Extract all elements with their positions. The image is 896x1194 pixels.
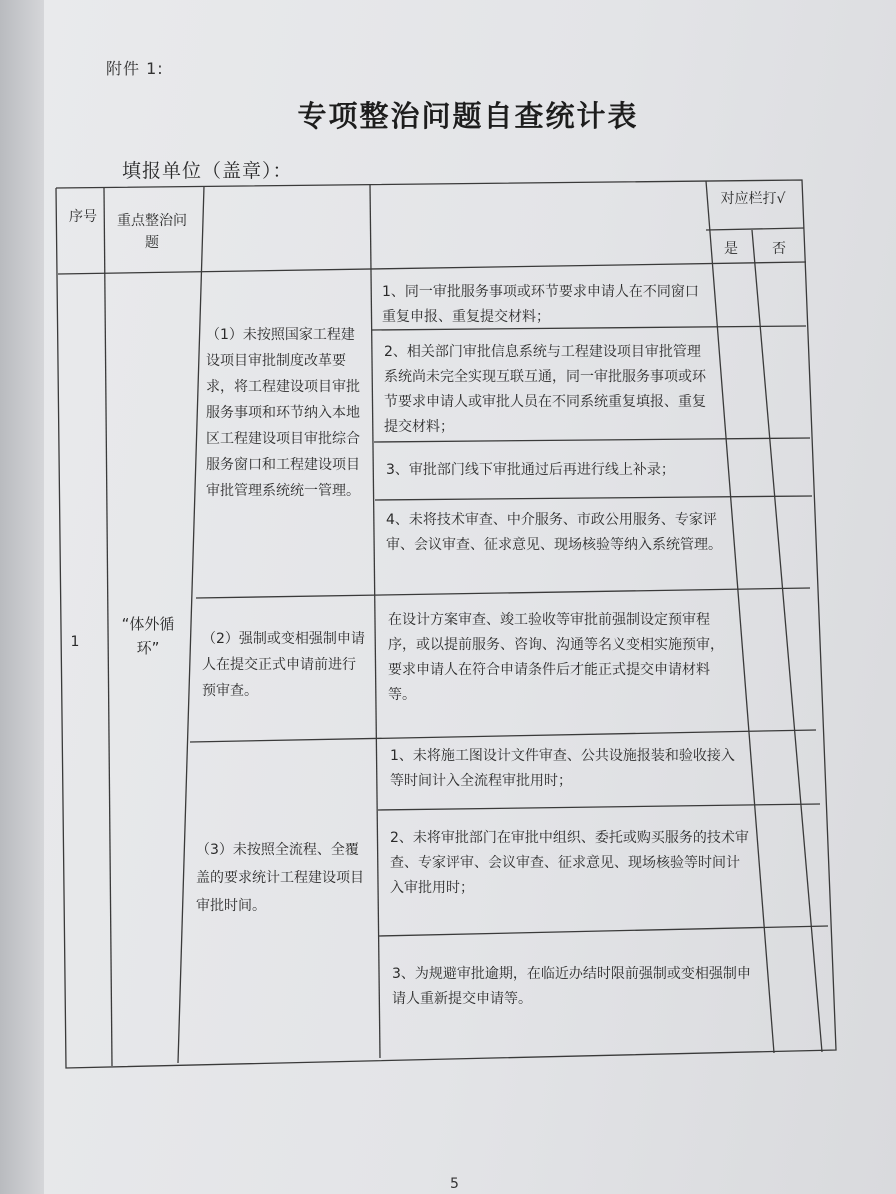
page-title: 专项整治问题自查统计表	[297, 99, 639, 133]
row-issue-value: “体外循环”	[121, 615, 175, 657]
detail-cell-1-4: 4、未将技术审查、中介服务、市政公用服务、专家评审、会议审查、征求意见、现场核验等纳入系统管理。	[386, 512, 722, 553]
problem-cell-2: （2）强制或变相强制申请人在提交正式申请前进行预审查。	[202, 631, 365, 699]
detail-cell-3-1: 1、未将施工图设计文件审查、公共设施报装和验收接入等时间计入全流程审批用时；	[390, 748, 735, 789]
annex-label: 附件 1:	[106, 59, 164, 78]
row-seq-value: 1	[70, 634, 80, 650]
page-number: 5	[450, 1176, 459, 1192]
header-no: 否	[772, 241, 786, 257]
header-issue: 重点整治问题	[117, 213, 187, 251]
detail-cell-3-3: 3、为规避审批逾期，在临近办结时限前强制或变相强制申请人重新提交申请等。	[392, 966, 751, 1007]
problem-cell-3: （3）未按照全流程、全覆盖的要求统计工程建设项目审批时间。	[196, 842, 364, 914]
reporting-unit-label: 填报单位（盖章）：	[122, 160, 293, 182]
header-check-title: 对应栏打√	[720, 191, 786, 207]
detail-cell-1-1: 1、同一审批服务事项或环节要求申请人在不同窗口重复申报、重复提交材料；	[382, 284, 699, 325]
detail-cell-3-2: 2、未将审批部门在审批中组织、委托或购买服务的技术审查、专家评审、会议审查、征求意见、现场核验等时间计入审批用时；	[390, 830, 749, 896]
header-seq: 序号	[69, 209, 97, 225]
detail-cell-1-2: 2、相关部门审批信息系统与工程建设项目审批管理系统尚未完全实现互联互通，同一审批服务事项或环节要求申请人或审批人员在不同系统重复填报、重复提交材料；	[384, 344, 706, 435]
header-yes: 是	[724, 241, 738, 257]
problem-cell-1: （1）未按照国家工程建设项目审批制度改革要求，将工程建设项目审批服务事项和环节纳入本地区工程建设项目审批综合服务窗口和工程建设项目审批管理系统统一管理。	[206, 327, 360, 499]
detail-cell-1-3: 3、审批部门线下审批通过后再进行线上补录；	[386, 462, 675, 478]
detail-cell-2-1: 在设计方案审查、竣工验收等审批前强制设定预审程序，或以提前服务、咨询、沟通等名义变相实施预审，要求申请人在符合申请条件后才能正式提交申请材料等。	[388, 612, 724, 703]
